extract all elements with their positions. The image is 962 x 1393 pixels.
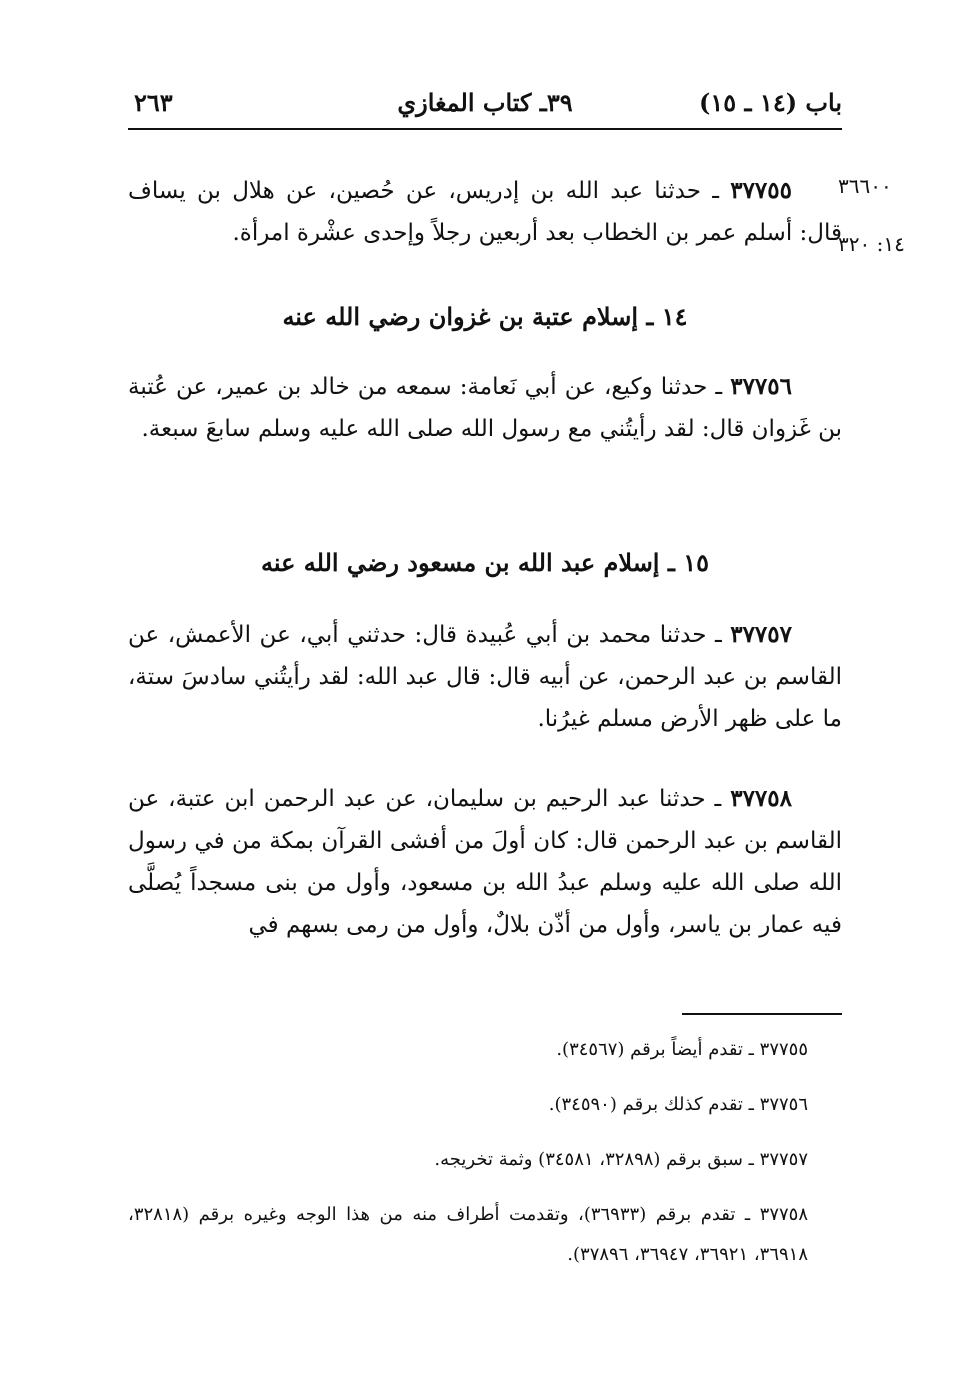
section-heading-15: ١٥ ـ إسلام عبد الله بن مسعود رضي الله عنه bbox=[261, 548, 709, 577]
footnotes bbox=[128, 1030, 808, 1290]
chapter-range: باب (١٤ ـ ١٥) bbox=[699, 88, 842, 117]
hadith-37757 bbox=[128, 614, 842, 740]
footnote-separator bbox=[682, 1013, 842, 1015]
hadith-text: ـ حدثنا محمد بن أبي عُبيدة قال: حدثني أبي، عن الأعمش، عن القاسم بن عبد الرحمن، عن أبيه قال: قال عبد الله: لقد رأيتُني سادسَ ستة، ما على ظهر الأرض مسلم غيرُنا. bbox=[128, 622, 842, 732]
hadith-37755 bbox=[128, 170, 842, 254]
hadith-37758 bbox=[128, 778, 842, 946]
footnote-37755: ٣٧٧٥٥ ـ تقدم أيضاً برقم (٣٤٥٦٧). bbox=[556, 1039, 808, 1060]
margin-reference-2: ١٤: ٣٢٠ bbox=[838, 232, 905, 256]
hadith-number: ٣٧٧٥٨ bbox=[730, 785, 792, 812]
page-header bbox=[128, 82, 842, 130]
hadith-number: ٣٧٧٥٦ bbox=[730, 373, 792, 400]
footnote-37756: ٣٧٧٥٦ ـ تقدم كذلك برقم (٣٤٥٩٠). bbox=[548, 1094, 808, 1115]
hadith-text: ـ حدثنا وكيع، عن أبي نَعامة: سمعه من خالد بن عمير، عن عُتبة بن غَزوان قال: لقد رأيتُني مع رسول الله صلى الله عليه وسلم سابعَ سبعة. bbox=[128, 374, 842, 442]
hadith-number: ٣٧٧٥٧ bbox=[730, 621, 792, 648]
margin-reference-1: ٣٦٦٠٠ bbox=[838, 174, 892, 198]
hadith-text: ـ حدثنا عبد الرحيم بن سليمان، عن عبد الرحمن ابن عتبة، عن القاسم بن عبد الرحمن قال: كان أولَ من أفشى القرآن بمكة من في رسول الله صلى الله عليه وسلم عبدُ الله بن مسعود، وأول من بنى مسجداً يُصلَّى فيه عمار بن ياسر، وأول من أذّن بلالٌ، وأول من رمى بسهم في bbox=[128, 786, 842, 938]
footnote-37758: ٣٧٧٥٨ ـ تقدم برقم (٣٦٩٣٣)، وتقدمت أطراف منه من هذا الوجه وغيره برقم (٣٢٨١٨، ٣٦٩١٨، ٣٦٩٢١، ٣٦٩٤٧، ٣٧٨٩٦). bbox=[128, 1204, 808, 1265]
section-heading-14: ١٤ ـ إسلام عتبة بن غزوان رضي الله عنه bbox=[282, 302, 688, 331]
page-number: ٢٦٣ bbox=[134, 88, 173, 117]
hadith-number: ٣٧٧٥٥ bbox=[730, 177, 792, 204]
book-title: ٣٩ـ كتاب المغازي bbox=[397, 88, 573, 117]
footnote-37757: ٣٧٧٥٧ ـ سبق برقم (٣٢٨٩٨، ٣٤٥٨١) وثمة تخريجه. bbox=[434, 1149, 808, 1170]
hadith-text: ـ حدثنا عبد الله بن إدريس، عن حُصين، عن هلال بن يساف قال: أسلم عمر بن الخطاب بعد أربعين رجلاً وإحدى عشْرة امرأة. bbox=[128, 178, 842, 246]
hadith-37756 bbox=[128, 366, 842, 450]
